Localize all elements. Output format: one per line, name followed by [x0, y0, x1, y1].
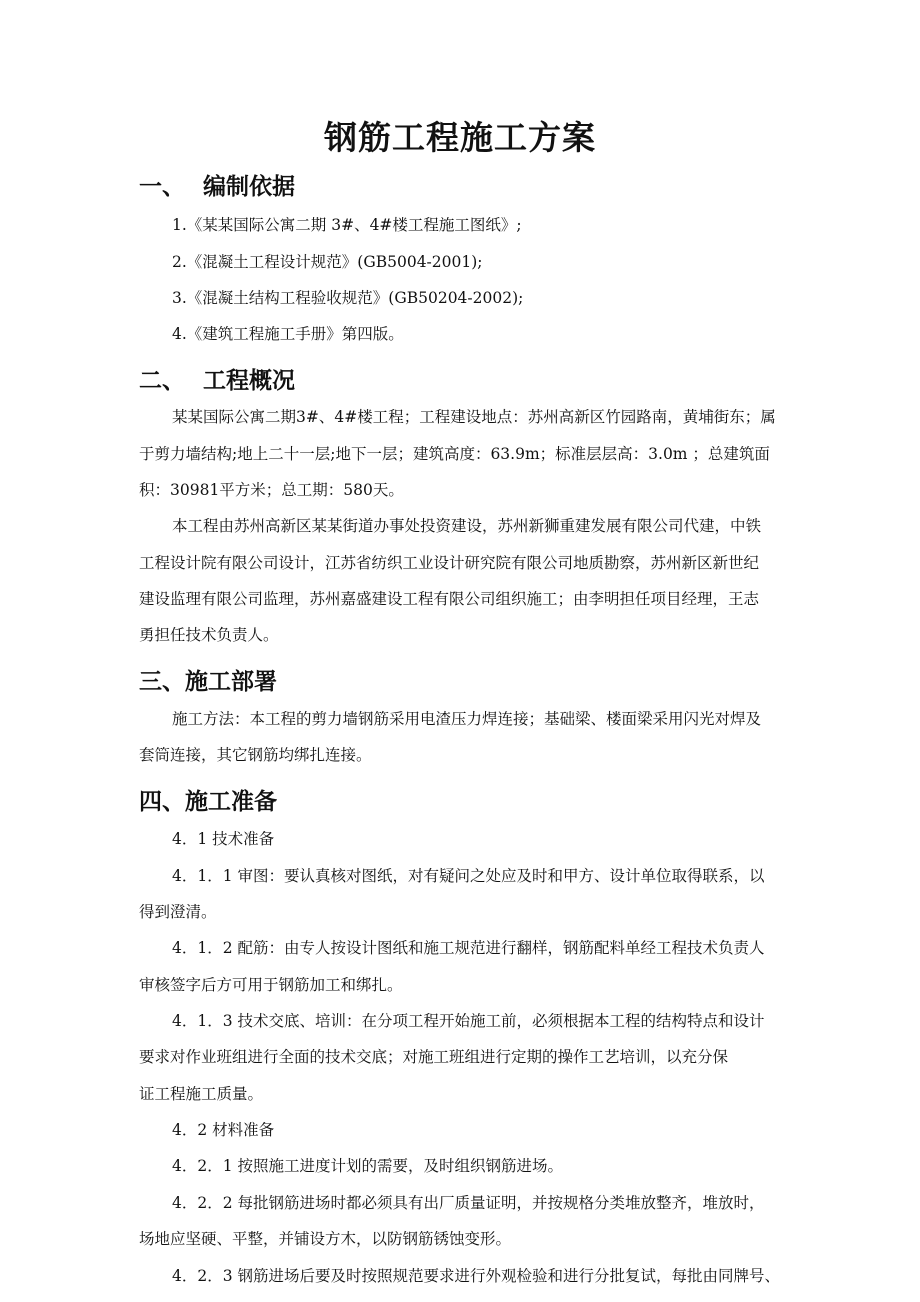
section-number: 四、 [139, 789, 185, 815]
paragraph-line: 本工程由苏州高新区某某街道办事处投资建设，苏州新狮重建发展有限公司代建，中铁 [172, 517, 762, 535]
paragraph-line: 积：30981平方米；总工期：580天。 [139, 481, 404, 499]
section-heading-4 [139, 783, 277, 816]
paragraph-line: 工程设计院有限公司设计，江苏省纺织工业设计研究院有限公司地质勘察，苏州新区新世纪 [139, 554, 760, 572]
section-heading-1 [139, 168, 295, 201]
paragraph-line: 勇担任技术负责人。 [139, 626, 279, 644]
section-title: 施工部署 [185, 669, 277, 695]
section-number: 一、 [139, 174, 185, 200]
paragraph-line: 4．1．2 配筋：由专人按设计图纸和施工规范进行翻样，钢筋配料单经工程技术负责人 [172, 939, 765, 957]
section-heading-3 [139, 663, 277, 696]
section-number: 二、 [139, 368, 185, 394]
document-title: 钢筋工程施工方案 [324, 118, 596, 157]
paragraph-line: 施工方法：本工程的剪力墙钢筋采用电渣压力焊连接；基础梁、楼面梁采用闪光对焊及 [172, 710, 762, 728]
paragraph-line: 套筒连接，其它钢筋均绑扎连接。 [139, 746, 372, 764]
paragraph-line: 4．2．1 按照施工进度计划的需要，及时组织钢筋进场。 [172, 1157, 564, 1175]
paragraph-line: 场地应坚硬、平整，并铺设方木，以防钢筋锈蚀变形。 [139, 1230, 512, 1248]
reference-item: 2.《混凝土工程设计规范》(GB5004-2001); [172, 253, 483, 271]
paragraph-line: 要求对作业班组进行全面的技术交底；对施工班组进行定期的操作工艺培训，以充分保 [139, 1048, 729, 1066]
section-title: 工程概况 [203, 368, 295, 394]
section-heading-2 [139, 362, 295, 395]
subsection-heading: 4．2 材料准备 [172, 1121, 275, 1139]
paragraph-line: 于剪力墙结构;地上二十一层;地下一层；建筑高度：63.9m；标准层层高：3.0m ；总建筑面 [139, 445, 770, 463]
paragraph-line: 证工程施工质量。 [139, 1085, 264, 1103]
paragraph-line: 审核签字后方可用于钢筋加工和绑扎。 [139, 976, 403, 994]
paragraph-line: 建设监理有限公司监理，苏州嘉盛建设工程有限公司组织施工；由李明担任项目经理，王志 [139, 590, 760, 608]
paragraph-line: 4．2．3 钢筋进场后要及时按照规范要求进行外观检验和进行分批复试，每批由同牌号、 [172, 1267, 781, 1285]
reference-item: 3.《混凝土结构工程验收规范》(GB50204-2002); [172, 289, 524, 307]
paragraph-line: 4．1．3 技术交底、培训：在分项工程开始施工前，必须根据本工程的结构特点和设计 [172, 1012, 765, 1030]
section-number: 三、 [139, 669, 185, 695]
paragraph-line: 4．2．2 每批钢筋进场时都必须具有出厂质量证明，并按规格分类堆放整齐，堆放时， [172, 1194, 765, 1212]
section-title: 编制依据 [203, 174, 295, 200]
paragraph-line: 4．1．1 审图：要认真核对图纸，对有疑问之处应及时和甲方、设计单位取得联系，以 [172, 867, 765, 885]
paragraph-line: 某某国际公寓二期3#、4#楼工程；工程建设地点：苏州高新区竹园路南，黄埔街东；属 [172, 408, 776, 426]
paragraph-line: 得到澄清。 [139, 903, 217, 921]
reference-item: 4.《建筑工程施工手册》第四版。 [172, 325, 404, 343]
subsection-heading: 4．1 技术准备 [172, 830, 275, 848]
reference-item: 1.《某某国际公寓二期 3#、4#楼工程施工图纸》; [172, 216, 522, 234]
section-title: 施工准备 [185, 789, 277, 815]
